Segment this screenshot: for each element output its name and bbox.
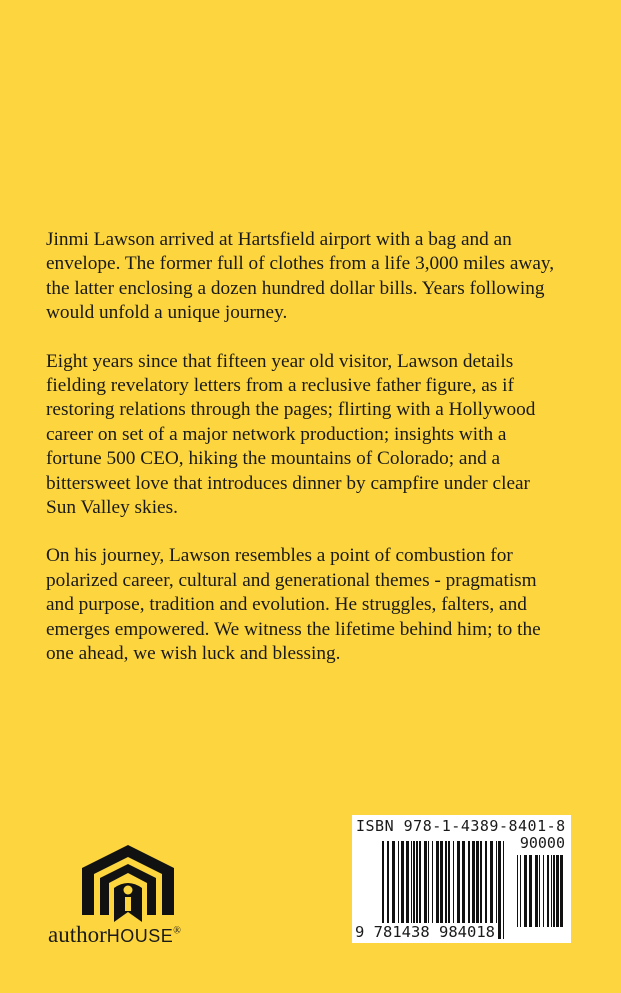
price-code: 90000 [519, 834, 565, 852]
barcode-bar [547, 855, 549, 927]
blurb-line: Sun Valley skies. [46, 497, 178, 519]
isbn-barcode [352, 815, 571, 943]
blurb-line: career on set of a major network production; insights with a [46, 423, 507, 445]
blurb-line: bittersweet love that introduces dinner by campfire under clear [46, 472, 530, 494]
blurb-line: would unfold a unique journey. [46, 302, 288, 324]
blurb-line: fielding revelatory letters from a reclusive father figure, as if [46, 375, 514, 397]
back-cover-blurb [46, 228, 586, 691]
barcode-bar [498, 841, 501, 939]
publisher-name-upper: HOUSE [106, 926, 174, 946]
barcode-bar [556, 855, 559, 927]
blurb-line: restoring relations through the pages; flirting with a Hollywood [46, 399, 536, 421]
barcode-bar [517, 855, 518, 927]
barcode-bar [543, 855, 544, 927]
blurb-line: Eight years since that fifteen year old visitor, Lawson details [46, 350, 514, 372]
barcode-bar [560, 855, 563, 927]
blurb-line: polarized career, cultural and generational themes - pragmatism [46, 569, 537, 591]
blurb-line: Jinmi Lawson arrived at Hartsfield airport with a bag and an [46, 229, 512, 250]
barcode-bar [535, 855, 538, 927]
blurb-line: envelope. The former full of clothes from a life 3,000 miles away, [46, 253, 555, 275]
blurb-line: emerges empowered. We witness the lifetime behind him; to the [46, 618, 541, 640]
barcode-bar [524, 855, 527, 927]
barcode-bar [529, 855, 532, 927]
ean-digits: 9 781438 984018 [355, 923, 495, 941]
publisher-name-lower: author [48, 922, 107, 947]
blurb-paragraph [46, 228, 586, 326]
blurb-line: the latter enclosing a dozen hundred dollar bills. Years following [46, 277, 545, 299]
blurb-line: On his journey, Lawson resembles a point of combustion for [46, 545, 513, 567]
blurb-line: one ahead, we wish luck and blessing. [46, 643, 341, 665]
barcode-bar [551, 855, 552, 927]
barcode-bar [553, 855, 555, 927]
registered-mark: ® [173, 925, 181, 937]
publisher-name [48, 922, 181, 948]
barcode-bar [520, 855, 521, 927]
blurb-paragraph [46, 350, 586, 521]
isbn-label: ISBN 978-1-4389-8401-8 [356, 817, 566, 835]
blurb-line: and purpose, tradition and evolution. He struggles, falters, and [46, 594, 527, 616]
barcode-bar [503, 841, 504, 939]
blurb-paragraph [46, 544, 586, 666]
blurb-line: fortune 500 CEO, hiking the mountains of Colorado; and a [46, 448, 501, 470]
barcode-bar [539, 855, 540, 927]
